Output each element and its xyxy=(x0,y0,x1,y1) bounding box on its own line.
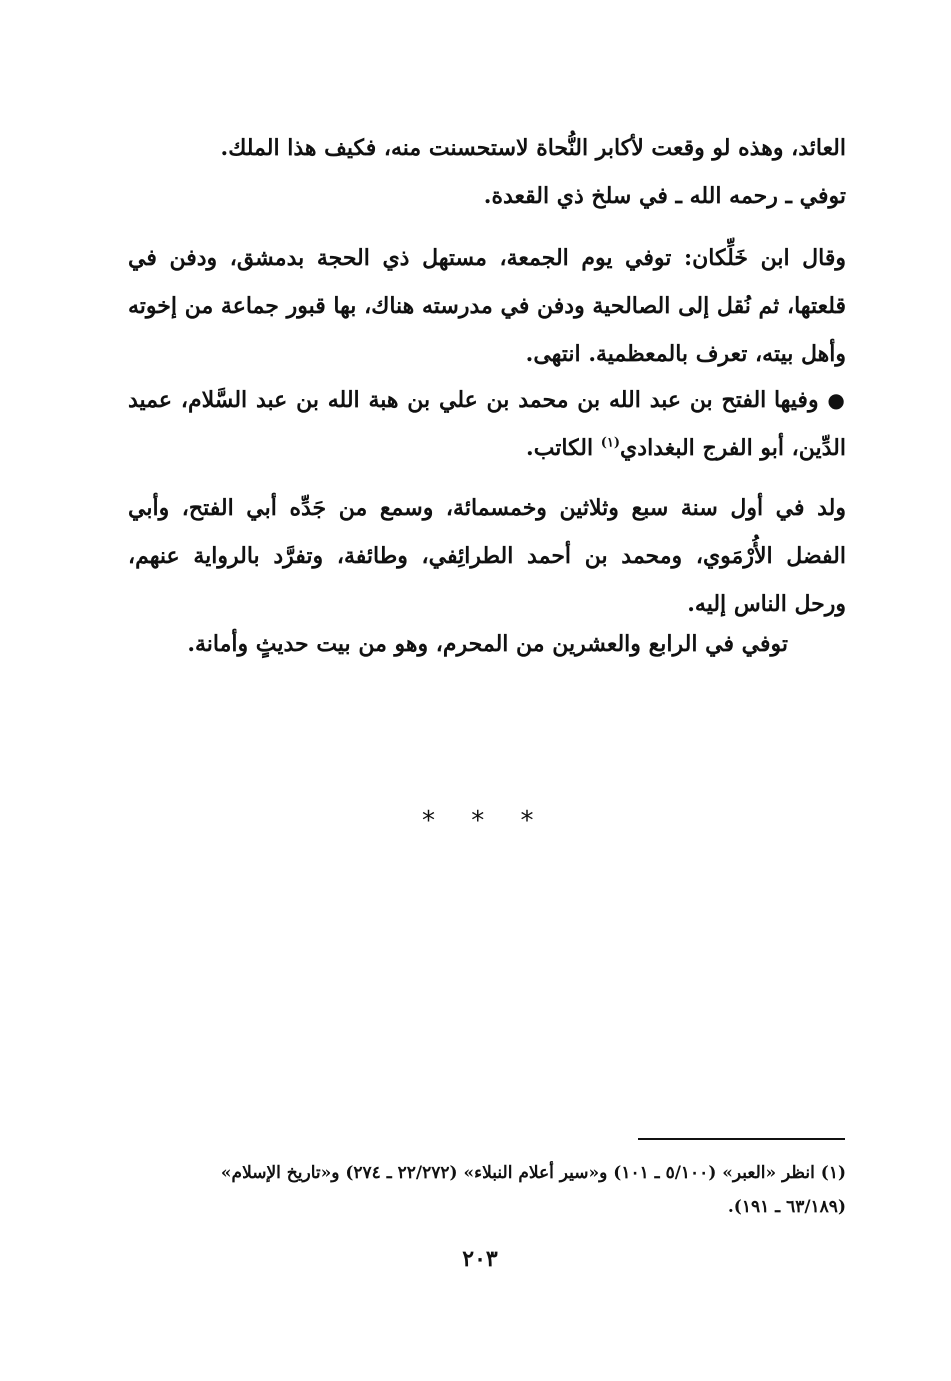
paragraph-1 xyxy=(128,124,846,220)
footnote-separator-line xyxy=(638,1138,845,1140)
footnote-line-1: (١) انظر «العبر» (٥/١٠٠ ـ ١٠١) و«سير أعلام النبلاء» (٢٢/٢٧٢ ـ ٢٧٤) و«تاريخ الإسلام» xyxy=(220,1163,846,1183)
page-number: ٢٠٣ xyxy=(462,1246,498,1272)
paragraph-4: ولد في أول سنة سبع وثلاثين وخمسمائة، وسمع من جَدِّه أبي الفتح، وأبي الفضل الأُرْمَوي، ومحمد بن أحمد الطرائِفي، وطائفة، وتفرَّد بالرواية عنهم، ورحل الناس إليه. xyxy=(128,495,846,617)
paragraph-3-biography-entry xyxy=(128,376,846,472)
paragraph-1-line-1: العائد، وهذه لو وقعت لأكابر النُّحاة لاستحسنت منه، فكيف هذا الملك. xyxy=(220,135,846,161)
entry-text: وفيها الفتح بن عبد الله بن محمد بن علي بن هبة الله بن عبد السَّلام، عميد الدِّين، أبو الفرج البغدادي xyxy=(128,387,846,461)
bullet-icon: ● xyxy=(827,388,846,412)
paragraph-5: توفي في الرابع والعشرين من المحرم، وهو من بيت حديثٍ وأمانة. xyxy=(187,631,788,657)
entry-text-end: الكاتب. xyxy=(526,435,601,461)
footnote-reference[interactable]: (١) xyxy=(600,435,621,451)
paragraph-2: وقال ابن خَلِّكان: توفي يوم الجمعة، مستهل ذي الحجة بدمشق، ودفن في قلعتها، ثم نُقل إلى الصالحية ودفن في مدرسته هناك، بها قبور جماعة من إخوته وأهل بيته، تعرف بالمعظمية. انتهى. xyxy=(128,245,846,367)
footnote xyxy=(120,1156,846,1224)
footnote-line-2: (٦٣/١٨٩ ـ ١٩١). xyxy=(727,1197,846,1217)
paragraph-1-line-2: توفي ـ رحمه الله ـ في سلخ ذي القعدة. xyxy=(483,183,846,209)
section-divider-stars: * * * xyxy=(422,806,548,836)
